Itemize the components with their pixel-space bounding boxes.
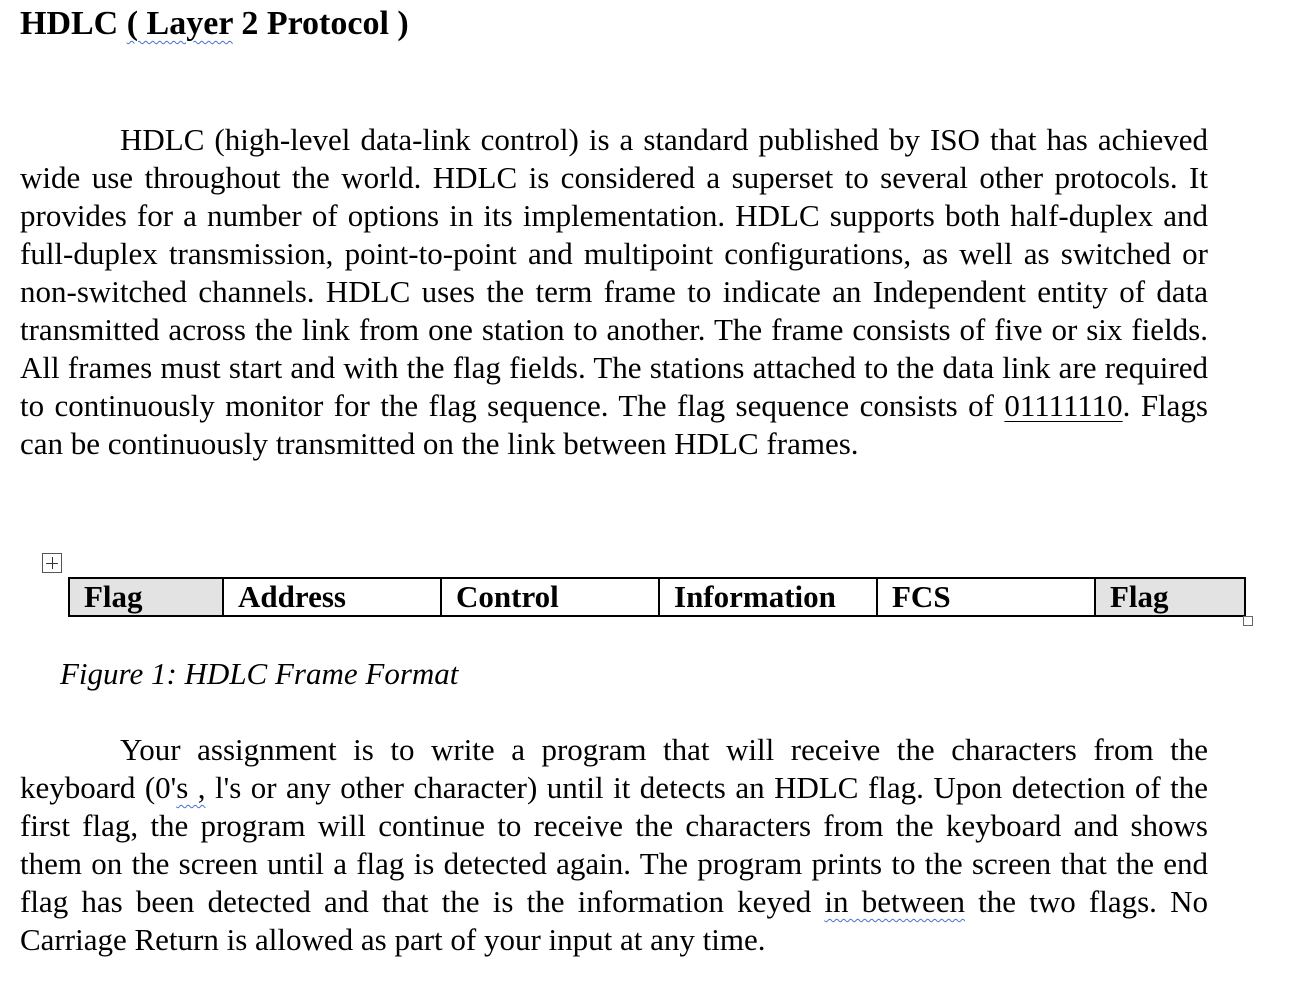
assignment-paragraph	[20, 731, 1208, 959]
frame-fields-row	[69, 578, 1245, 616]
spellcheck-squiggle-1: s ,	[176, 770, 206, 805]
intro-paragraph	[20, 121, 1208, 463]
figure-caption: Figure 1: HDLC Frame Format	[60, 656, 459, 691]
frame-field-cell[interactable]: Flag	[1095, 578, 1245, 616]
hdlc-frame-table	[68, 577, 1246, 617]
intro-text-end: . Flags can be continuously transmitted on the link between HDLC frames.	[20, 388, 1208, 461]
title-spellcheck-squiggle: ( Layer	[126, 5, 233, 42]
frame-field-cell[interactable]: FCS	[877, 578, 1095, 616]
table-resize-handle-icon[interactable]	[1243, 616, 1253, 626]
frame-field-cell[interactable]: Address	[223, 578, 441, 616]
frame-field-cell[interactable]: Flag	[69, 578, 223, 616]
assignment-text-2: l's or any other character) until it detects an HDLC flag. Upon detection of the first flag, the program will continue to receive the characters from the keyboard and shows them on the screen until a flag is detected again. The program prints to the screen that the end flag has been detected and that the is the information keyed	[20, 770, 1208, 919]
intro-text: HDLC (high-level data-link control) is a standard published by ISO that has achieved wide use throughout the world. HDLC is considered a superset to several other protocols. It provides for a number of options in its implementation. HDLC supports both half-duplex and full-duplex transmission, point-to-point and multipoint configurations, as well as switched or non-switched channels. HDLC uses the term frame to indicate an Independent entity of data transmitted across the link from one station to another. The frame consists of five or six fields. All frames must start and with the flag fields. The stations attached to the data link are required to continuously monitor for the flag sequence. The flag sequence consists of	[20, 122, 1208, 423]
title-text-after: 2 Protocol )	[232, 5, 409, 42]
document-title	[20, 2, 409, 46]
assignment-text-1: Your assignment is to write a program that will receive the characters from the keyboard (0'	[20, 732, 1208, 805]
assignment-text-3: the two flags. No Carriage Return is allowed as part of your input at any time.	[20, 884, 1208, 957]
frame-field-cell[interactable]: Control	[441, 578, 659, 616]
spellcheck-squiggle-2: in between	[824, 884, 965, 919]
frame-field-cell[interactable]: Information	[659, 578, 877, 616]
table-move-handle-icon[interactable]	[42, 553, 62, 573]
title-text-before: HDLC	[20, 5, 127, 42]
flag-sequence-value: 01111110	[1004, 388, 1123, 423]
